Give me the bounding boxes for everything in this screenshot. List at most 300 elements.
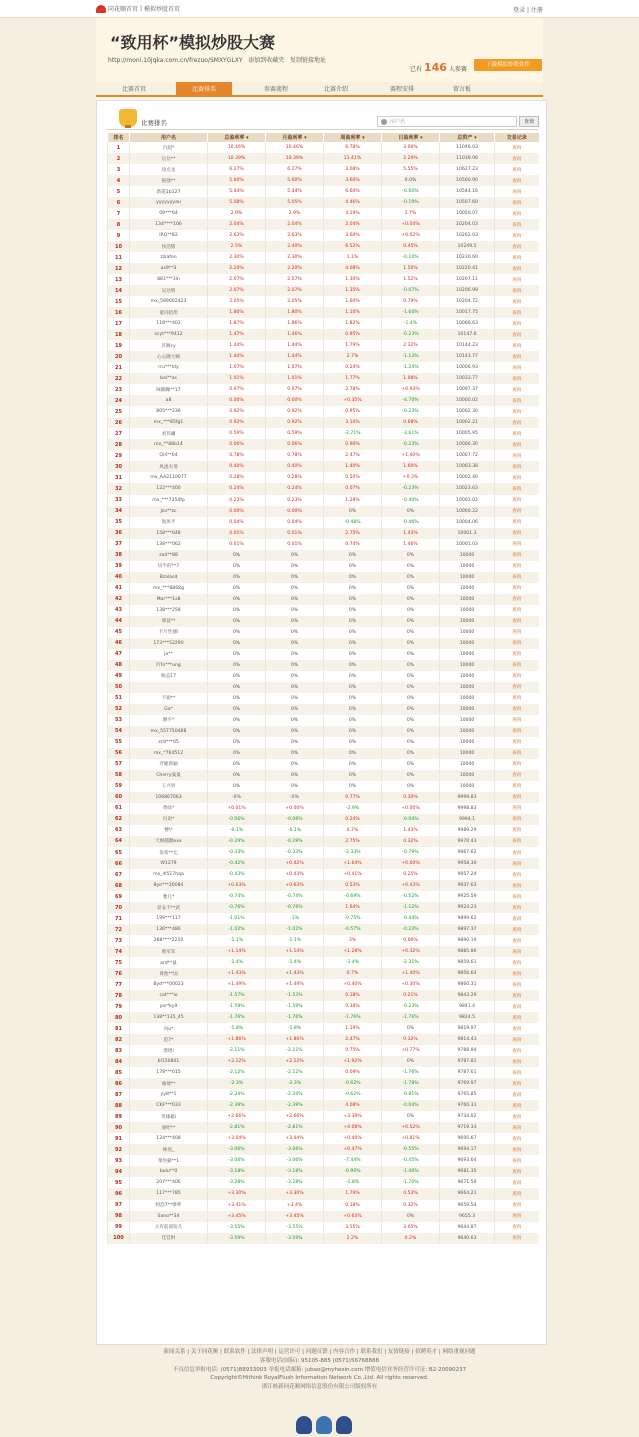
tab-contest-home[interactable]: 比赛首页 [121,86,146,93]
history-link[interactable]: 查询 [495,1222,539,1233]
username-cell[interactable]: Ga* [130,704,208,715]
footer-links[interactable]: 新闻关系 | 关于同花顺 | 联系软件 | 法律声明 | 运营许可 | 问题反馈 | 内容合作 | 联系我们 | 友情链接 | 招聘英才 | 网络重视问题 [163,1349,476,1355]
header-week-return[interactable]: 周盈利率 ▾ [324,133,382,142]
username-cell[interactable]: bal**as [130,373,208,384]
week-return-cell: +0.40% [324,979,382,990]
username-cell[interactable]: Qi4**04 [130,450,208,461]
history-link[interactable]: 查询 [495,153,539,164]
history-link[interactable]: 查询 [495,759,539,770]
username-cell[interactable]: a8 [130,395,208,406]
username-cell[interactable]: 佳佳财 [130,1233,208,1244]
rank-cell: 96 [108,1188,130,1199]
history-link[interactable]: 查询 [495,572,539,583]
history-link[interactable]: 查询 [495,384,539,395]
history-link[interactable]: 查询 [495,296,539,307]
username-cell[interactable]: 阿泡7**孽呼 [130,1200,208,1211]
register-link[interactable]: 注册 [530,7,543,14]
history-link[interactable]: 查询 [495,748,539,759]
username-cell[interactable]: mx_557750488 [130,726,208,737]
history-link[interactable]: 查询 [495,935,539,946]
username-cell[interactable]: 徐点龙 [130,164,208,175]
total-return-cell: 0.28% [208,472,266,483]
history-link[interactable]: 查询 [495,957,539,968]
username-cell[interactable]: 弄婕新颖 [130,759,208,770]
history-link[interactable]: 查询 [495,395,539,406]
username-cell[interactable]: 新霞1b127 [130,186,208,197]
mock-home-link[interactable]: 模拟炒股首页 [144,6,181,13]
username-cell[interactable]: Cherry曼曼 [130,770,208,781]
username-cell[interactable]: yy8**1 [130,1089,208,1100]
history-link[interactable]: 查询 [495,902,539,913]
tab-intro[interactable]: 比赛介绍 [323,86,348,93]
username-cell[interactable]: 不渝** [130,693,208,704]
history-link[interactable]: 查询 [495,880,539,891]
username-cell[interactable]: 切半的**7 [130,561,208,572]
history-link[interactable]: 查询 [495,1045,539,1056]
tab-message-board[interactable]: 留言板 [452,86,471,93]
home-link[interactable]: 同花顺首页 [108,6,139,13]
history-link[interactable]: 查询 [495,1001,539,1012]
username-cell[interactable]: 快活猪 [130,241,208,252]
history-link[interactable]: 查询 [495,329,539,340]
username-cell[interactable]: yyyyyyyau [130,197,208,208]
history-link[interactable]: 查询 [495,483,539,494]
history-link[interactable]: 查询 [495,825,539,836]
table-row [108,847,539,858]
history-link[interactable]: 查询 [495,1012,539,1023]
username-cell[interactable]: 雅几* [130,891,208,902]
month-return-cell: 1.44% [266,351,324,362]
history-link[interactable]: 查询 [495,781,539,792]
username-cell[interactable]: as9**3 [130,263,208,274]
history-link[interactable]: 查询 [495,428,539,439]
month-return-cell: 1.86% [266,318,324,329]
history-link[interactable]: 查询 [495,517,539,528]
history-link[interactable]: 查询 [495,726,539,737]
history-link[interactable]: 查询 [495,252,539,263]
history-link[interactable]: 查询 [495,1133,539,1144]
history-link[interactable]: 查询 [495,1100,539,1111]
total-return-cell: -0.29% [208,836,266,847]
table-row [108,417,539,428]
week-return-cell: 3.08% [324,164,382,175]
rank-cell: 48 [108,660,130,671]
month-return-cell: 0.00% [266,506,324,517]
history-link[interactable]: 查询 [495,461,539,472]
month-return-cell: -3.28% [266,1177,324,1188]
username-cell[interactable]: 显安不**武 [130,902,208,913]
username-cell[interactable]: cat***io [130,990,208,1001]
week-return-cell: 4.19% [324,208,382,219]
add-favorite-link[interactable]: 添加到收藏夹 [248,57,285,64]
history-link[interactable]: 查询 [495,373,539,384]
history-link[interactable]: 查询 [495,770,539,781]
history-link[interactable]: 查询 [495,693,539,704]
table-row [108,230,539,241]
history-link[interactable]: 查询 [495,1089,539,1100]
username-cell[interactable]: yor*ky9 [130,1001,208,1012]
total-return-cell: -1.59% [208,1001,266,1012]
username-cell[interactable]: 咪蹦蹦**17 [130,384,208,395]
username-cell[interactable]: mx_***85fg1 [130,417,208,428]
header-total-return[interactable]: 总盈利率 ▾ [208,133,266,142]
total-assets-cell: 10507.60 [440,197,495,208]
username-cell[interactable]: 冯语* [130,814,208,825]
username-cell[interactable]: 航风平 [130,517,208,528]
rank-cell: 63 [108,825,130,836]
history-link[interactable]: 查询 [495,307,539,318]
history-link[interactable]: 查询 [495,219,539,230]
history-link[interactable]: 查询 [495,891,539,902]
copy-link[interactable]: 复制链接地址 [289,57,326,64]
history-link[interactable]: 查询 [495,1078,539,1089]
history-link[interactable]: 查询 [495,561,539,572]
tab-process[interactable]: 参赛流程 [263,86,288,93]
history-link[interactable]: 查询 [495,285,539,296]
username-cell[interactable]: 菜豹猫**1 [130,1155,208,1166]
history-link[interactable]: 查询 [495,1056,539,1067]
username-cell[interactable]: 134****106 [130,219,208,230]
username-cell[interactable]: 09***64 [130,208,208,219]
username-search-input[interactable]: 用户名 [377,116,517,127]
username-cell[interactable]: 8yo***20084 [130,880,208,891]
security-badge-icon[interactable] [316,1416,332,1434]
day-return-cell: 2.29% [382,153,440,164]
table-row [108,329,539,340]
username-cell[interactable]: 吖fo***ung [130,660,208,671]
table-row [108,968,539,979]
history-link[interactable]: 查询 [495,682,539,693]
username-cell[interactable]: 138***062 [130,539,208,550]
username-cell[interactable]: 117***785 [130,1188,208,1199]
header-total-assets[interactable]: 总资产 ▾ [440,133,495,142]
history-link[interactable]: 查询 [495,1188,539,1199]
month-return-cell: 2.63% [266,230,324,241]
total-assets-cell: 10000 [440,682,495,693]
total-assets-cell: 10204.03 [440,219,495,230]
history-link[interactable]: 查询 [495,439,539,450]
history-link[interactable]: 查询 [495,946,539,957]
username-cell[interactable]: xcyt***9412 [130,329,208,340]
history-link[interactable]: 查询 [495,913,539,924]
history-link[interactable]: 查询 [495,803,539,814]
history-link[interactable]: 查询 [495,1034,539,1045]
history-link[interactable]: 查询 [495,792,539,803]
username-cell[interactable]: 瑜倩** [130,1078,208,1089]
username-cell[interactable]: 卡片性骚i [130,627,208,638]
history-link[interactable]: 查询 [495,362,539,373]
history-link[interactable]: 查询 [495,208,539,219]
total-assets-cell: 10000 [440,616,495,627]
history-link[interactable]: 查询 [495,230,539,241]
table-row [108,285,539,296]
username-cell[interactable]: zc9***05 [130,737,208,748]
username-cell[interactable]: 风u* [130,1023,208,1034]
week-return-cell: 0% [324,781,382,792]
history-link[interactable]: 查询 [495,164,539,175]
username-cell[interactable]: 帅军军 [130,946,208,957]
history-link[interactable]: 查询 [495,495,539,506]
total-assets-cell: 10000 [440,572,495,583]
week-return-cell: 4.46% [324,197,382,208]
username-cell[interactable]: 吴达明 [130,285,208,296]
username-cell[interactable]: Bzalasd [130,572,208,583]
history-link[interactable]: 查询 [495,1155,539,1166]
total-return-cell: -0% [208,792,266,803]
username-cell[interactable]: 元有前弱短儿 [130,1222,208,1233]
history-link[interactable]: 查询 [495,924,539,935]
username-cell[interactable]: 振强** [130,175,208,186]
history-link[interactable]: 查询 [495,858,539,869]
username-cell[interactable]: 805***236 [130,406,208,417]
username-cell[interactable]: mx_***7354fp [130,495,208,506]
username-cell[interactable]: 林瑶_ [130,1144,208,1155]
month-return-cell: 2.07% [266,285,324,296]
history-link[interactable]: 查询 [495,142,539,153]
rank-cell: 20 [108,351,130,362]
username-cell[interactable]: 黄他**国 [130,968,208,979]
username-cell[interactable]: 刘伟斓 [130,428,208,439]
history-link[interactable]: 查询 [495,1067,539,1078]
login-link[interactable]: 登录 [513,7,526,14]
week-return-cell: 0% [324,550,382,561]
history-link[interactable]: 查询 [495,836,539,847]
history-link[interactable]: 查询 [495,539,539,550]
username-cell[interactable]: 童闪皑坦 [130,307,208,318]
history-link[interactable]: 查询 [495,197,539,208]
total-return-cell: 1.44% [208,351,266,362]
total-assets-cell: 9841.4 [440,1001,495,1012]
month-return-cell: 0.92% [266,406,324,417]
total-return-cell: 5.60% [208,175,266,186]
table-row [108,395,539,406]
history-link[interactable]: 查询 [495,1200,539,1211]
username-cell[interactable]: 磨平* [130,715,208,726]
username-cell[interactable]: 178***015 [130,1067,208,1078]
username-cell[interactable]: 依希**宏 [130,847,208,858]
history-link[interactable]: 查询 [495,715,539,726]
history-link[interactable]: 查询 [495,1211,539,1222]
police-badge-icon[interactable] [296,1416,312,1434]
month-return-cell: -1.76% [266,1012,324,1023]
history-link[interactable]: 查询 [495,671,539,682]
total-assets-cell: 9899.62 [440,913,495,924]
username-cell[interactable]: 心心隆大贼 [130,351,208,362]
table-row [108,528,539,539]
police-badge-icon[interactable] [336,1416,352,1434]
total-assets-cell: 10000.22 [440,506,495,517]
username-cell[interactable]: 124***408 [130,1133,208,1144]
username-cell[interactable]: za4**88 [130,550,208,561]
username-cell[interactable]: 288****2210 [130,935,208,946]
history-link[interactable]: 查询 [495,1144,539,1155]
history-link[interactable]: 查询 [495,241,539,252]
total-assets-cell: 9994.1 [440,814,495,825]
username-cell[interactable]: W1279 [130,858,208,869]
username-cell[interactable]: 苏婉cy [130,340,208,351]
username-cell[interactable]: mx_**88b14 [130,439,208,450]
total-assets-cell: 9897.37 [440,924,495,935]
header-month-return[interactable]: 月盈利率 ▾ [266,133,324,142]
history-link[interactable]: 查询 [495,1023,539,1034]
history-link[interactable]: 查询 [495,528,539,539]
history-link[interactable]: 查询 [495,660,539,671]
month-return-cell: 0.28% [266,472,324,483]
username-cell[interactable]: 汽超* [130,142,208,153]
history-link[interactable]: 查询 [495,847,539,858]
history-link[interactable]: 查询 [495,1122,539,1133]
username-cell[interactable]: 英雄藉i [130,1111,208,1122]
table-row [108,814,539,825]
tab-contest-ranking[interactable]: 比赛排名 [176,82,232,97]
week-return-cell: 0% [324,759,382,770]
history-link[interactable]: 查询 [495,649,539,660]
rank-cell: 100 [108,1233,130,1244]
history-link[interactable]: 查询 [495,968,539,979]
total-assets-cell: 9989.29 [440,825,495,836]
total-return-cell: 0% [208,572,266,583]
history-link[interactable]: 查询 [495,417,539,428]
username-cell[interactable]: ard**鼠 [130,957,208,968]
header-rank[interactable]: 排名 [108,133,130,142]
history-link[interactable]: 查询 [495,186,539,197]
week-return-cell: +4.08% [324,1122,382,1133]
total-return-cell: +1.43% [208,968,266,979]
username-cell[interactable]: 黄啥* [130,803,208,814]
day-return-cell: 0% [382,572,440,583]
username-cell[interactable]: 136***486 [130,924,208,935]
username-cell[interactable]: mx_#517hqa [130,869,208,880]
header-username[interactable]: 用户名 [130,133,208,142]
history-link[interactable]: 查询 [495,594,539,605]
history-link[interactable]: 查询 [495,450,539,461]
history-link[interactable]: 查询 [495,1177,539,1188]
username-cell[interactable]: mx_*764512 [130,748,208,759]
username-cell[interactable]: mx_AA2110077 [130,472,208,483]
history-link[interactable]: 查询 [495,175,539,186]
rank-cell: 54 [108,726,130,737]
footer-copyright: Copyright©Hithink RoyalFlush Information Network Co.,Ltd. All rights reserved. [210,1375,429,1382]
username-cell[interactable]: Byd***00023 [130,979,208,990]
history-link[interactable]: 查询 [495,583,539,594]
brand[interactable] [96,4,180,13]
username-cell[interactable]: 楼\* [130,825,208,836]
username-cell[interactable]: 范7* [130,1034,208,1045]
username-cell[interactable]: zziafon [130,252,208,263]
username-cell[interactable]: 天顾越翻xxx [130,836,208,847]
username-cell[interactable]: rru***ldy [130,362,208,373]
month-return-cell: -1.59% [266,1001,324,1012]
username-cell[interactable]: bulu**0 [130,1166,208,1177]
history-link[interactable]: 查询 [495,869,539,880]
rank-cell: 91 [108,1133,130,1144]
history-link[interactable]: 查询 [495,979,539,990]
username-cell[interactable]: 173***52290 [130,638,208,649]
history-link[interactable]: 查询 [495,638,539,649]
username-cell[interactable]: Sano**34 [130,1211,208,1222]
history-link[interactable]: 查询 [495,406,539,417]
week-return-cell: -0.90% [324,1166,382,1177]
rank-cell: 26 [108,417,130,428]
history-link[interactable]: 查询 [495,1111,539,1122]
username-cell[interactable]: 118***403 [130,318,208,329]
table-row [108,362,539,373]
total-assets-cell: 9760.31 [440,1100,495,1111]
table-row [108,682,539,693]
total-assets-cell: 10000 [440,737,495,748]
header-history: 交易记录 [495,133,539,142]
history-link[interactable]: 查询 [495,340,539,351]
username-cell[interactable]: 栗咔** [130,1122,208,1133]
username-cell[interactable] [130,682,208,693]
history-link[interactable]: 查询 [495,814,539,825]
month-return-cell: -2.34% [266,1089,324,1100]
username-cell[interactable]: 杨孟17 [130,671,208,682]
username-cell[interactable]: 138***258 [130,605,208,616]
history-link[interactable]: 查询 [495,737,539,748]
download-software-button[interactable]: 下载模拟炒股软件 [474,59,542,71]
history-link[interactable]: 查询 [495,627,539,638]
history-link[interactable]: 查询 [495,605,539,616]
query-button[interactable]: 查询 [519,116,539,127]
username-cell[interactable]: 138**135_45 [130,1012,208,1023]
username-cell[interactable]: lRQ**82 [130,230,208,241]
history-link[interactable]: 查询 [495,274,539,285]
table-row [108,946,539,957]
username-cell[interactable]: bl150801 [130,1056,208,1067]
week-return-cell: 6.60% [324,186,382,197]
username-cell[interactable]: 106867063 [130,792,208,803]
history-link[interactable]: 查询 [495,550,539,561]
username-cell[interactable]: 风流夫哥 [130,461,208,472]
username-cell[interactable]: mx_599002423 [130,296,208,307]
username-cell[interactable]: 增增i [130,1045,208,1056]
history-link[interactable]: 查询 [495,704,539,715]
month-return-cell: 0% [266,671,324,682]
username-cell[interactable]: 邢徒** [130,616,208,627]
total-assets-cell: 9769.97 [440,1078,495,1089]
tab-schedule[interactable]: 赛程安排 [389,86,414,93]
username-cell[interactable]: 岳岳** [130,153,208,164]
day-return-cell: 0.32% [382,836,440,847]
history-link[interactable]: 查询 [495,472,539,483]
history-link[interactable]: 查询 [495,1233,539,1244]
history-link[interactable]: 查询 [495,616,539,627]
history-link[interactable]: 查询 [495,351,539,362]
day-return-cell: -0.81% [382,1089,440,1100]
header-day-return[interactable]: 日盈利率 ▾ [382,133,440,142]
username-cell[interactable]: CKF***033 [130,1100,208,1111]
history-link[interactable]: 查询 [495,506,539,517]
username-cell[interactable]: ja** [130,649,208,660]
history-link[interactable]: 查询 [495,1166,539,1177]
username-cell[interactable]: mx_***8868g [130,583,208,594]
username-cell[interactable]: 王兴男 [130,781,208,792]
history-link[interactable]: 查询 [495,318,539,329]
username-cell[interactable]: 881***3ln [130,274,208,285]
username-cell[interactable]: 158***648 [130,528,208,539]
username-cell[interactable]: Mar***1s8 [130,594,208,605]
history-link[interactable]: 查询 [495,263,539,274]
day-return-cell: 0.30% [382,792,440,803]
username-cell[interactable]: 122***400 [130,483,208,494]
rank-cell: 97 [108,1200,130,1211]
total-assets-cell: 10003.38 [440,461,495,472]
username-cell[interactable]: 207***406 [130,1177,208,1188]
username-cell[interactable]: Jzo**zc [130,506,208,517]
history-link[interactable]: 查询 [495,990,539,1001]
username-cell[interactable]: 199***117 [130,913,208,924]
